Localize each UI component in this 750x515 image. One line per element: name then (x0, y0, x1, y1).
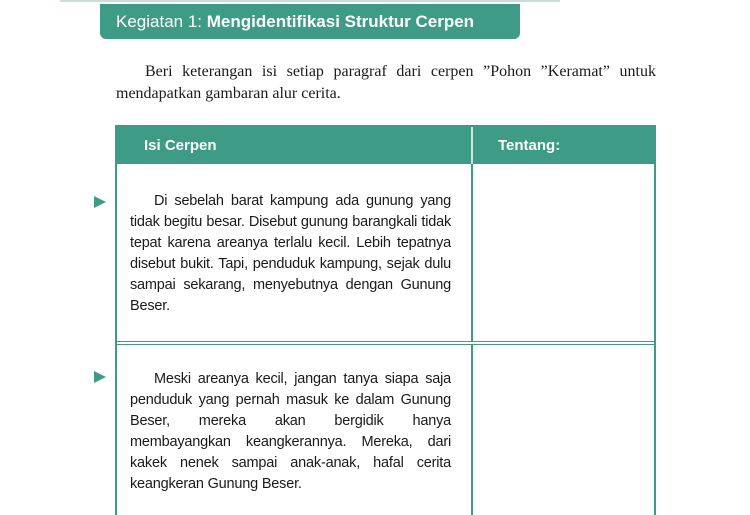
activity-number: Kegiatan 1: (116, 11, 207, 31)
story-paragraph-2: Meski areanya kecil, jangan tanya siapa saja penduduk yang pernah masuk ke dalam Gunung Beser, mereka akan bergidik hanya membayangkan keangkerannya. Mereka, dari kakek nenek sampai anak-anak, hafal cerita keangkeran Gunung Beser. (130, 371, 451, 492)
story-paragraph-1: Di sebelah barat kampung ada gunung yang tidak begitu besar. Disebut gunung barangkali tidak tepat karena areanya terlalu kecil. Lebih tepatnya disebut bukit. Tapi, penduduk kampung, sejak dulu sampai sekarang, menyebutnya dengan Gunung Beser. (130, 193, 451, 314)
activity-title: Mengidentifikasi Struktur Cerpen (206, 11, 475, 31)
row-separator (117, 341, 654, 345)
activity-banner (100, 4, 520, 39)
instruction-text: Beri keterangan isi setiap paragraf dari cerpen ”Pohon ”Keramat” untuk mendapatkan gambaran alur cerita. (116, 63, 656, 102)
header-tentang: Tentang: (498, 137, 561, 154)
table-header (117, 127, 654, 164)
about-cell-2[interactable] (477, 349, 652, 509)
worksheet-table (115, 125, 656, 515)
header-column-divider (471, 127, 473, 164)
top-rule (60, 0, 560, 2)
header-isi-cerpen: Isi Cerpen (144, 137, 217, 154)
column-divider (471, 127, 473, 515)
play-triangle-icon (94, 371, 106, 383)
play-triangle-icon (94, 196, 106, 208)
about-cell-1[interactable] (477, 167, 652, 337)
